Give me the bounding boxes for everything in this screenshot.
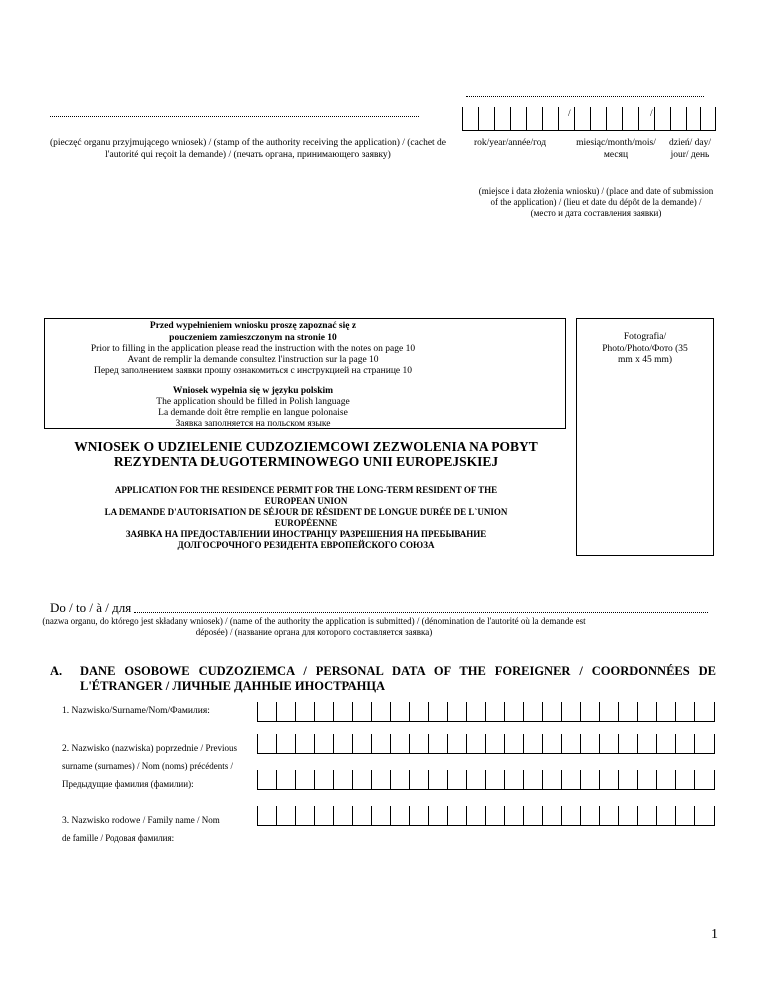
read-instructions-ru: Перед заполнением заявки прошу ознакомиться с инструкцией на странице 10 [93,366,412,376]
language-note-en: The application should be filled in Polish language [156,397,350,407]
date-boxes[interactable] [462,107,716,130]
addressee-label: Do / to / à / для [50,600,132,615]
surname-boxes[interactable] [257,702,715,721]
day-label: dzień/ day/ jour/ день [669,138,711,160]
month-label: miesiąc/month/mois/ месяц [576,138,656,160]
stamp-caption: (pieczęć organu przyjmującego wniosek) / (stamp of the authority receiving the application) / (cachet de l'autorité qui reçoit la demande) / (печать органа, принимающего заявку) [49,138,447,160]
date-slash-2: / [650,109,653,119]
year-label: rok/year/année/год [474,138,547,148]
stamp-dotted-line [50,116,419,117]
language-note-fr: La demande doit être remplie en langue polonaise [158,408,348,418]
place-dotted-line[interactable] [466,96,704,97]
section-a-heading: DANE OSOBOWE CUDZOZIEMCA / PERSONAL DATA OF THE FOREIGNER / COORDONNÉES DE L'ÉTRANGER / ЛИЧНЫЕ ДАННЫЕ ИНОСТРАНЦА [80,664,716,693]
place-date-caption: (miejsce i data złożenia wniosku) / (place and date of submission of the application) / (lieu et date du dépôt de la demande) / (место и дата составления заявки) [478,186,714,218]
previous-surname-boxes-1[interactable] [257,734,715,753]
form-title-fr: LA DEMANDE D'AUTORISATION DE SÉJOUR DE RÉSIDENT DE LONGUE DURÉE DE L`UNION EUROPÉENNE [104,507,508,528]
read-instructions-fr: Avant de remplir la demande consultez l'instruction sur la page 10 [127,355,379,365]
previous-surname-boxes-2[interactable] [257,770,715,789]
read-instructions-en: Prior to filling in the application please read the instruction with the notes on page 10 [90,344,416,354]
addressee-caption: (nazwa organu, do którego jest składany wniosek) / (name of the authority the application is submitted) / (dénomination de l'autorité où la demande est déposée) / (название органа для которого составляется заявка) [42,616,586,637]
form-title-ru: ЗАЯВКА НА ПРЕДОСТАВЛЕНИИ ИНОСТРАНЦУ РАЗРЕШЕНИЯ НА ПРЕБЫВАНИЕ ДОЛГОСРОЧНОГО РЕЗИДЕНТА ЕВРОПЕЙСКОГО СОЮЗА [125,529,487,550]
photo-label: Fotografia/ Photo/Photo/Фото (35 mm x 45 mm) [602,332,688,365]
page-number: 1 [711,927,718,942]
language-note-ru: Заявка заполняется на польском языке [175,419,331,429]
previous-surname-label: 2. Nazwisko (nazwiska) poprzednie / Previous surname (surnames) / Nom (noms) précédents / Предыдущие фамилия (фамилии): [62,743,238,789]
form-title: WNIOSEK O UDZIELENIE CUDZOZIEMCOWI ZEZWOLENIA NA POBYT REZYDENTA DŁUGOTERMINOWEGO UNII EUROPEJSKIEJ [74,439,538,469]
form-title-en: APPLICATION FOR THE RESIDENCE PERMIT FOR THE LONG-TERM RESIDENT OF THE EUROPEAN UNION [114,485,498,506]
language-note-pl: Wniosek wypełnia się w języku polskim [172,386,334,396]
photo-box[interactable] [576,318,714,556]
surname-label: 1. Nazwisko/Surname/Nom/Фамилия: [62,706,210,716]
family-name-label: 3. Nazwisko rodowe / Family name / Nom de famille / Родовая фамилия: [62,815,220,843]
family-name-boxes[interactable] [257,806,715,825]
date-slash-1: / [568,109,571,119]
section-a-letter: A. [50,664,63,678]
instruction-box [44,318,566,429]
read-instructions-pl: Przed wypełnieniem wniosku proszę zapoznać się z pouczeniem zamieszczonym na stronie 10 [149,321,357,343]
addressee-input[interactable] [134,612,708,613]
